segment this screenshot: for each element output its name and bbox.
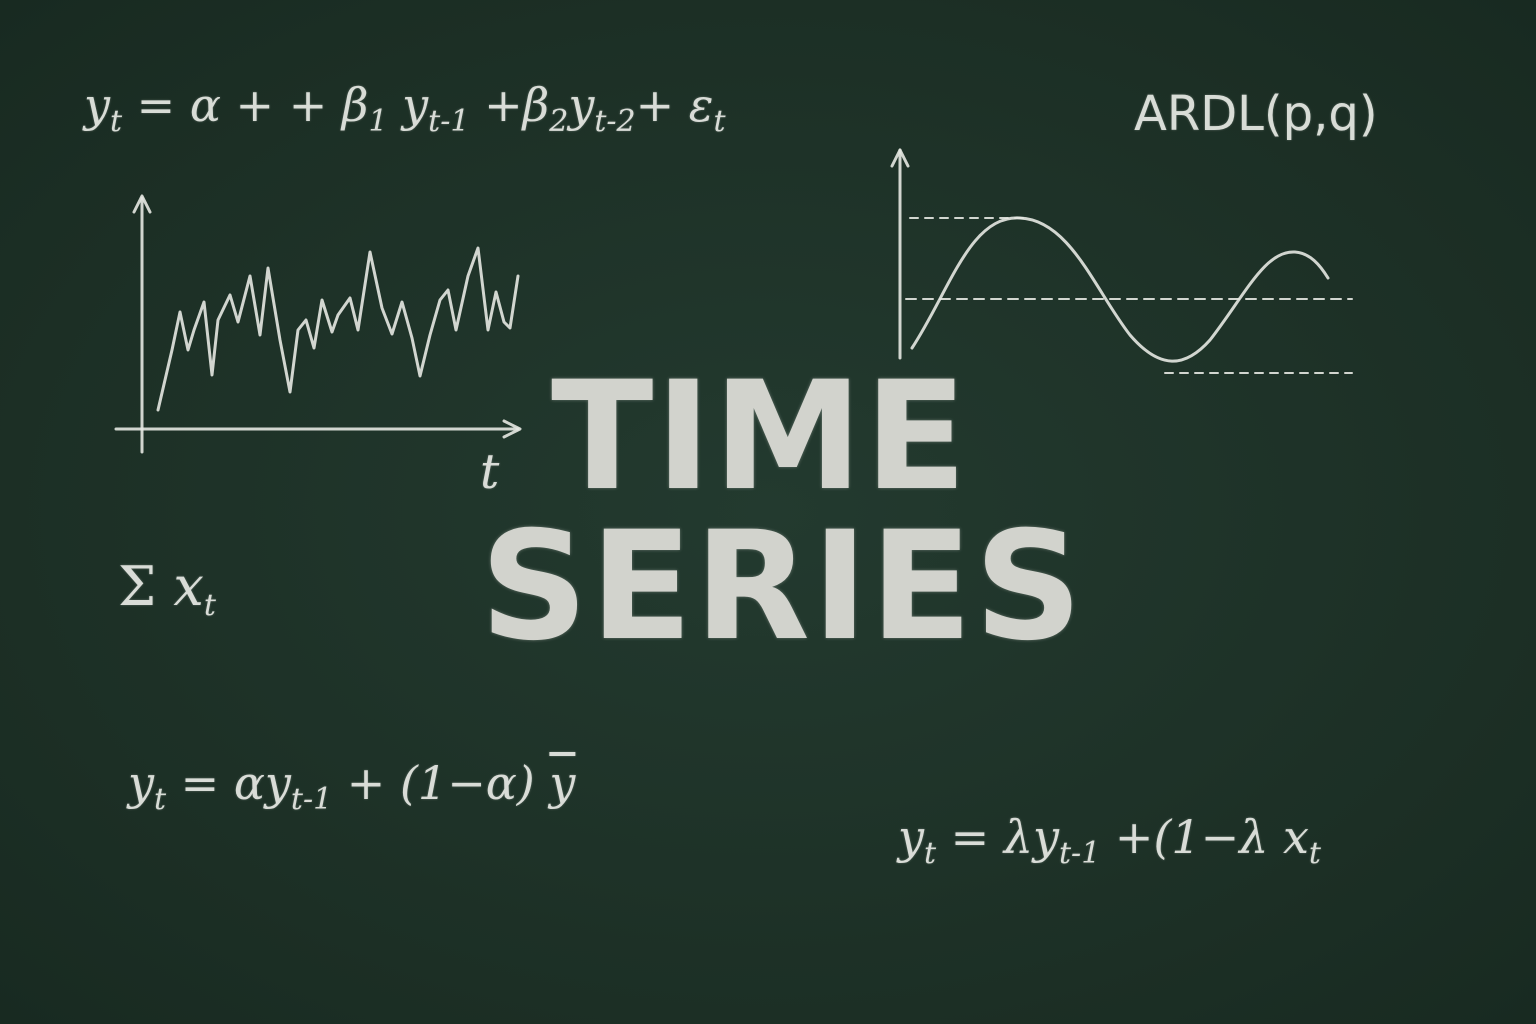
ardl-label: ARDL(p,q) xyxy=(1134,86,1378,142)
time-axis-label: t xyxy=(480,444,500,500)
smoothing-equation: $y_t = \alpha y_{t-1} + (1-\alpha)$ $\overline{y}$ xyxy=(128,756,576,817)
lambda-equation: $y_t = \lambda y_{t-1} +(1-\lambda$ $x_t$ xyxy=(898,810,1321,871)
title-line-series: SERIES xyxy=(480,500,1085,674)
page-title xyxy=(480,350,1085,674)
ar2-equation: $y_t = \alpha$ + + $\beta_1$ $y_{t-1} +\beta_2y_{t-2}+ \varepsilon_t$ xyxy=(84,78,726,139)
title-line-time: TIME xyxy=(551,350,969,524)
noisy-series-plot-icon xyxy=(100,180,540,510)
sum-expression: Σ $x_t$ xyxy=(118,555,216,623)
y-bar: $\overline{y}$ xyxy=(549,756,576,810)
